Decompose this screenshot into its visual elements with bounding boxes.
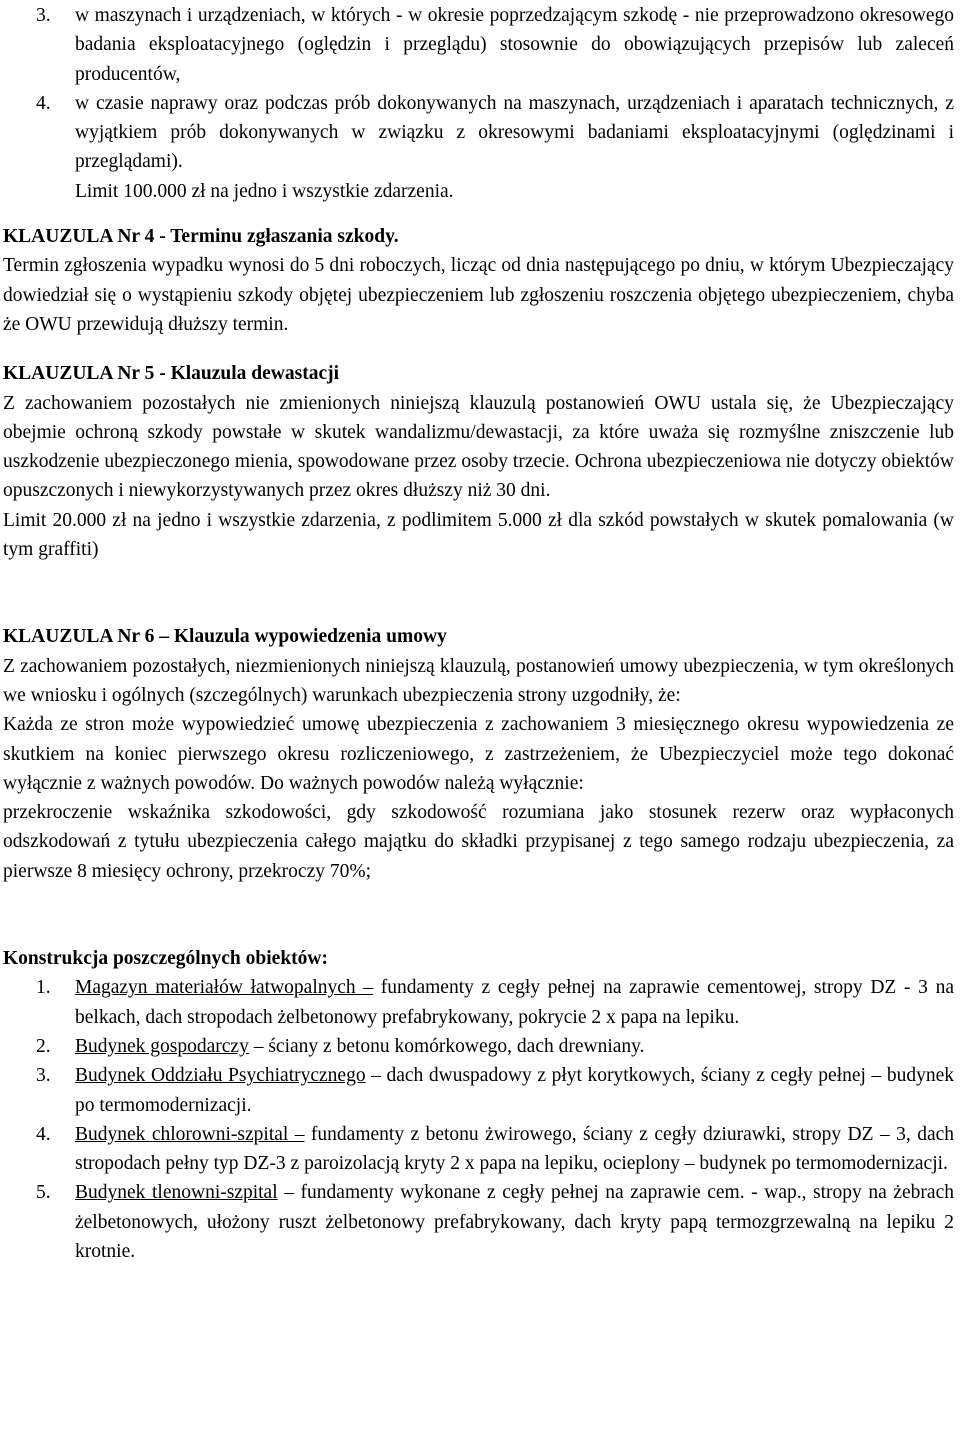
building-name: Magazyn materiałów łatwopalnych – xyxy=(75,977,374,999)
building-description: – dach dwuspadowy z płyt korytkowych, ściany z cegły pełnej – budynek po termomodernizacji. xyxy=(75,1065,955,1116)
building-name: Budynek Oddziału Psychiatrycznego xyxy=(75,1065,366,1087)
list-item xyxy=(3,973,954,1032)
clause-5-limit: Limit 20.000 zł na jedno i wszystkie zdarzenia, z podlimitem 5.000 zł dla szkód powstałych w skutek pomalowania (w tym graffiti) xyxy=(3,509,954,561)
list-item xyxy=(3,1032,954,1061)
list-item xyxy=(3,1061,954,1120)
construction-section xyxy=(3,944,954,1266)
list-item xyxy=(3,1178,954,1266)
building-description: fundamenty z betonu żwirowego, ściany z cegły dziurawki, stropy DZ – 3, dach stropodach pełny typ DZ-3 z paroizolacją kryty 2 x papa na lepiku, ocieplony – budynek po termomodernizacji. xyxy=(75,1123,954,1175)
list-number: 3. xyxy=(36,1065,51,1087)
list-item xyxy=(3,89,954,206)
clause-6-paragraph: Z zachowaniem pozostałych, niezmienionych niniejszą klauzulą, postanowień umowy ubezpieczenia, w tym określonych we wniosku i ogólnych (szczególnych) warunkach ubezpieczenia strony uzgodniły, że: xyxy=(3,655,954,706)
list-number: 4. xyxy=(36,1123,51,1145)
building-description: fundamenty z cegły pełnej na zaprawie cementowej, stropy DZ - 3 na belkach, dach stropodach żelbetonowy prefabrykowany, pokrycie 2 x papa na lepiku. xyxy=(75,977,954,1028)
limit-text: Limit 100.000 zł na jedno i wszystkie zdarzenia. xyxy=(75,180,454,202)
list-number: 2. xyxy=(36,1035,51,1057)
building-description: – ściany z betonu komórkowego, dach drewniany. xyxy=(248,1035,645,1057)
clause-6 xyxy=(3,622,954,886)
list-item xyxy=(3,1,954,89)
building-name: Budynek gospodarczy xyxy=(75,1035,249,1057)
building-name: Budynek chlorowni-szpital – xyxy=(75,1123,305,1145)
clause-5-body: Z zachowaniem pozostałych nie zmienionych niniejszą klauzulą postanowień OWU ustala się, że Ubezpieczający obejmie ochroną szkody powstałe w skutek wandalizmu/dewastacji, za które uważa się rozmyślne zniszczenie lub uszkodzenie ubezpieczonego mienia, spowodowane przez osoby trzecie. Ochrona ubezpieczeniowa nie dotyczy obiektów opuszczonych i niewykorzystywanych przez okres dłuższy niż 30 dni. xyxy=(3,392,954,502)
list-item xyxy=(3,1120,954,1179)
building-name: Budynek tlenowni-szpital xyxy=(75,1182,278,1204)
clause-4 xyxy=(3,222,954,339)
exclusions-list xyxy=(3,1,954,206)
clause-5-heading: KLAUZULA Nr 5 - Klauzula dewastacji xyxy=(3,363,340,385)
list-item-text: w czasie naprawy oraz podczas prób dokonywanych na maszynach, urządzeniach i aparatach technicznych, z wyjątkiem prób dokonywanych w związku z okresowymi badaniami eksploatacyjnymi (oględzinami i przeglądami). xyxy=(75,92,954,173)
list-number: 5. xyxy=(36,1182,51,1204)
list-number: 4. xyxy=(36,92,51,114)
list-number: 3. xyxy=(36,5,51,26)
building-description: – fundamenty wykonane z cegły pełnej na zaprawie cem. - wap., stropy na żebrach żelbetonowych, ułożony ruszt żelbetonowy prefabrykowany, dach kryty papą termozgrzewalną na lepiku 2 krotnie. xyxy=(75,1182,954,1262)
list-number: 1. xyxy=(36,977,51,999)
construction-list xyxy=(3,973,954,1266)
clause-4-heading: KLAUZULA Nr 4 - Terminu zgłaszania szkody. xyxy=(3,226,399,248)
construction-heading: Konstrukcja poszczególnych obiektów: xyxy=(3,948,328,970)
clause-5 xyxy=(3,359,954,564)
clause-6-paragraph: Każda ze stron może wypowiedzieć umowę ubezpieczenia z zachowaniem 3 miesięcznego okresu wypowiedzenia ze skutkiem na koniec pierwszego okresu rozliczeniowego, z zastrzeżeniem, że Ubezpieczyciel może tego dokonać wyłącznie z ważnych powodów. Do ważnych powodów należą wyłącznie: xyxy=(3,714,954,794)
clause-4-body: Termin zgłoszenia wypadku wynosi do 5 dni roboczych, licząc od dnia następującego po dniu, w którym Ubezpieczający dowiedział się o wystąpieniu szkody objętej ubezpieczeniem lub zgłoszeniu roszczenia objętego ubezpieczeniem, chyba że OWU przewidują dłuższy termin. xyxy=(3,255,954,335)
list-item-text: w maszynach i urządzeniach, w których - w okresie poprzedzającym szkodę - nie przeprowadzono okresowego badania eksploatacyjnego (oględzin i przeglądu) stosownie do obowiązujących przepisów lub zaleceń producentów, xyxy=(75,5,954,85)
clause-6-paragraph: przekroczenie wskaźnika szkodowości, gdy szkodowość rozumiana jako stosunek rezerw oraz wypłaconych odszkodowań z tytułu ubezpieczenia całego majątku do składki przypisanej z tego samego rodzaju ubezpieczenia, za pierwsze 8 miesięcy ochrony, przekroczy 70%; xyxy=(3,802,954,882)
clause-6-heading: KLAUZULA Nr 6 – Klauzula wypowiedzenia umowy xyxy=(3,626,447,648)
